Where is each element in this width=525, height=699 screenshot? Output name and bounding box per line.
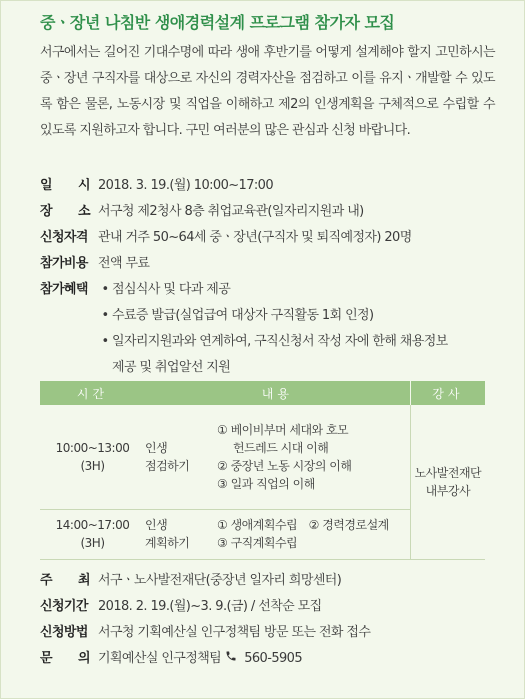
contact-row	[40, 646, 500, 672]
schedule-table	[40, 381, 485, 560]
time-cell: 14:00~17:00 (3H)	[40, 509, 145, 559]
fee-row	[40, 251, 500, 277]
header-lecturer: 강사	[410, 381, 485, 405]
benefit-item: • 수료증 발급(실업급여 대상자 구직활동 1회 인정)	[98, 303, 500, 329]
date-label: 일 시	[40, 178, 90, 193]
place-row	[40, 199, 500, 225]
time-cell: 10:00~13:00 (3H)	[40, 405, 145, 509]
subject-cell: 인생 점검하기	[145, 405, 207, 509]
lecturer-cell: 노사발전재단 내부강사	[410, 405, 485, 559]
phone-icon	[225, 646, 238, 672]
info-section	[40, 173, 500, 381]
method-value: 서구청 기획예산실 인구정책팀 방문 또는 전화 접수	[98, 625, 371, 640]
table-row	[40, 405, 485, 509]
date-row	[40, 173, 500, 199]
qualification-value: 관내 거주 50~64세 중ㆍ장년(구직자 및 퇴직예정자) 20명	[98, 230, 412, 245]
period-label: 신청기간	[40, 599, 88, 614]
contact-phone: 560-5905	[244, 651, 303, 666]
date-value: 2018. 3. 19.(월) 10:00~17:00	[98, 178, 274, 193]
contact-dept: 기획예산실 인구정책팀	[98, 651, 222, 666]
method-label: 신청방법	[40, 625, 88, 640]
place-label: 장 소	[40, 204, 90, 219]
fee-value: 전액 무료	[98, 256, 150, 271]
method-row	[40, 620, 500, 646]
content-cell: ① 베이비부머 세대와 호모 헌드레드 시대 이해 ② 중장년 노동 시장의 이해 ③ 일과 직업의 이해	[207, 405, 410, 509]
benefit-list	[98, 303, 500, 381]
qualification-label: 신청자격	[40, 230, 88, 245]
benefit-label: 참가혜택	[40, 282, 88, 297]
period-row	[40, 594, 500, 620]
header-time: 시간	[40, 381, 145, 405]
footer-section	[40, 568, 500, 672]
host-label: 주 최	[40, 573, 90, 588]
content-cell: ① 생애계획수립 ② 경력경로설계 ③ 구직계획수립	[207, 509, 410, 559]
page-title: 중ㆍ장년 나침반 생애경력설계 프로그램 참가자 모집	[40, 13, 395, 32]
schedule-header-row	[40, 381, 485, 405]
intro-paragraph: 서구에서는 길어진 기대수명에 따라 생애 후반기를 어떻게 설계해야 할지 고민하시는 중ㆍ장년 구직자를 대상으로 자신의 경력자산을 점검하고 이를 유지ㆍ개발할 수 있도록 함은 물론, 노동시장 및 직업을 이해하고 제2의 인생계획을 구체적으로 수립할 수 있도록 지원하고자 합니다. 구민 여러분의 많은 관심과 신청 바랍니다.	[40, 45, 495, 138]
host-row	[40, 568, 500, 594]
benefit-item: • 일자리지원과와 연계하여, 구직신청서 작성 자에 한해 채용정보 제공 및 취업알선 지원	[98, 329, 500, 381]
contact-label: 문 의	[40, 651, 90, 666]
fee-label: 참가비용	[40, 256, 88, 271]
subject-cell: 인생 계획하기	[145, 509, 207, 559]
place-value: 서구청 제2청사 8층 취업교육관(일자리지원과 내)	[98, 204, 364, 219]
bullet-icon: •	[101, 334, 109, 349]
bullet-icon: •	[101, 308, 109, 323]
benefit-item: • 점심식사 및 다과 제공	[98, 277, 500, 303]
host-value: 서구ㆍ노사발전재단(중장년 일자리 희망센터)	[98, 573, 342, 588]
bullet-icon: •	[101, 282, 109, 297]
benefit-row	[40, 277, 500, 303]
qualification-row	[40, 225, 500, 251]
period-value: 2018. 2. 19.(월)~3. 9.(금) / 선착순 모집	[98, 599, 322, 614]
contact-value	[98, 646, 500, 672]
header-content: 내용	[145, 381, 410, 405]
